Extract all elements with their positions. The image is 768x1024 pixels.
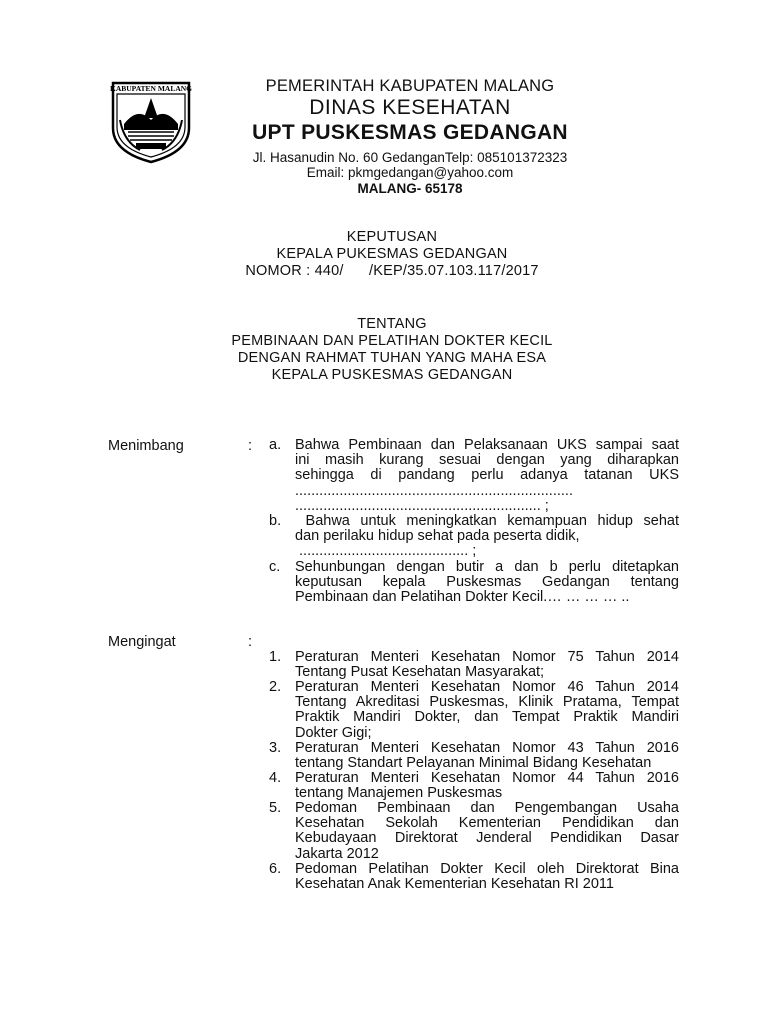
item-line: ............................................................. ;: [295, 497, 549, 514]
item-line: Pembinaan dan Pelatihan Dokter Kecil.… … … … ..: [295, 589, 630, 606]
item-marker: 2.: [269, 679, 282, 695]
item-line: tentang Standart Pelayanan Minimal Bidang Kesehatan: [295, 755, 652, 772]
subject-head: KEPALA PUSKESMAS GEDANGAN: [271, 367, 513, 383]
considering-label: Menimbang: [108, 438, 184, 454]
header-email: Email: pkmgedangan@yahoo.com: [306, 165, 514, 180]
decree-number: NOMOR : 440/ /KEP/35.07.103.117/2017: [245, 263, 539, 279]
item-line: Pedoman Pelatihan Dokter Kecil oleh Direktorat Bina: [295, 861, 679, 877]
remembering-colon: :: [248, 634, 253, 650]
item-line: tentang Manajemen Puskesmas: [295, 785, 503, 802]
subject-topic: PEMBINAAN DAN PELATIHAN DOKTER KECIL: [231, 333, 553, 349]
remembering-item-6: [269, 862, 679, 892]
logo-text: KABUPATEN MALANG: [110, 84, 192, 93]
item-line: sehingga di pandang perlu adanya tatanan UKS: [295, 467, 679, 484]
remembering-item-2: [269, 680, 679, 741]
item-line: Sehunbungan dengan butir a dan b perlu ditetapkan: [295, 559, 679, 575]
item-marker: 4.: [269, 770, 282, 786]
header-city: MALANG- 65178: [357, 181, 463, 196]
item-line: .......................................... ;: [295, 543, 477, 560]
item-line: Jakarta 2012: [295, 845, 379, 862]
item-marker: 5.: [269, 800, 282, 816]
decree-title: KEPUTUSAN: [346, 229, 438, 245]
item-line: Kebudayaan Direktorat Jenderal Pendidikan Dasar: [295, 830, 679, 847]
remembering-label: Mengingat: [108, 634, 176, 650]
header-department: DINAS KESEHATAN: [309, 96, 511, 119]
header-institution: UPT PUSKESMAS GEDANGAN: [252, 121, 568, 144]
item-line: Pedoman Pembinaan dan Pengembangan Usaha: [295, 800, 679, 816]
subject-about: TENTANG: [357, 316, 427, 332]
considering-item-a: [269, 438, 679, 514]
considering-item-b: [269, 514, 679, 560]
considering-item-c: [269, 560, 679, 606]
header-address: Jl. Hasanudin No. 60 GedanganTelp: 085101372323: [252, 150, 568, 165]
decree-issuer: KEPALA PUKESMAS GEDANGAN: [276, 246, 508, 262]
item-line: ini masih kurang sesuai dengan yang diharapkan: [295, 452, 679, 469]
subject-grace: DENGAN RAHMAT TUHAN YANG MAHA ESA: [237, 350, 547, 366]
item-line: Kesehatan Anak Kementerian Kesehatan RI 2011: [295, 876, 614, 893]
item-line: Peraturan Menteri Kesehatan Nomor 43 Tahun 2016: [295, 740, 679, 756]
item-line: Bahwa Pembinaan dan Pelaksanaan UKS sampai saat: [295, 437, 679, 453]
considering-colon: :: [248, 438, 253, 454]
item-line: Praktik Mandiri Dokter, dan Tempat Praktik Mandiri: [295, 709, 679, 726]
remembering-item-3: [269, 741, 679, 771]
remembering-item-5: [269, 801, 679, 862]
item-line: Tentang Akreditasi Puskesmas, Klinik Pratama, Tempat: [295, 694, 679, 711]
item-line: Kesehatan Sekolah Kementerian Pendidikan dan: [295, 815, 679, 832]
item-line: Tentang Pusat Kesehatan Masyarakat;: [295, 664, 545, 681]
item-line: Peraturan Menteri Kesehatan Nomor 46 Tahun 2014: [295, 679, 679, 695]
item-marker: 1.: [269, 649, 282, 665]
item-line: Peraturan Menteri Kesehatan Nomor 44 Tahun 2016: [295, 770, 679, 786]
kabupaten-malang-logo: [110, 80, 192, 164]
item-marker: a.: [269, 437, 282, 453]
remembering-item-1: [269, 650, 679, 680]
item-marker: 6.: [269, 861, 282, 877]
item-line: Peraturan Menteri Kesehatan Nomor 75 Tahun 2014: [295, 649, 679, 665]
remembering-item-4: [269, 771, 679, 801]
header-government: PEMERINTAH KABUPATEN MALANG: [265, 77, 555, 95]
item-line: .....................................................................: [295, 482, 573, 499]
item-line: Dokter Gigi;: [295, 724, 372, 741]
item-marker: b.: [269, 513, 282, 529]
item-marker: c.: [269, 559, 281, 575]
item-line: dan perilaku hidup sehat pada peserta didik,: [295, 528, 580, 545]
item-line: keputusan kepala Puskesmas Gedangan tentang: [295, 574, 679, 591]
item-line: Bahwa untuk meningkatkan kemampuan hidup sehat: [295, 513, 679, 529]
item-marker: 3.: [269, 740, 282, 756]
